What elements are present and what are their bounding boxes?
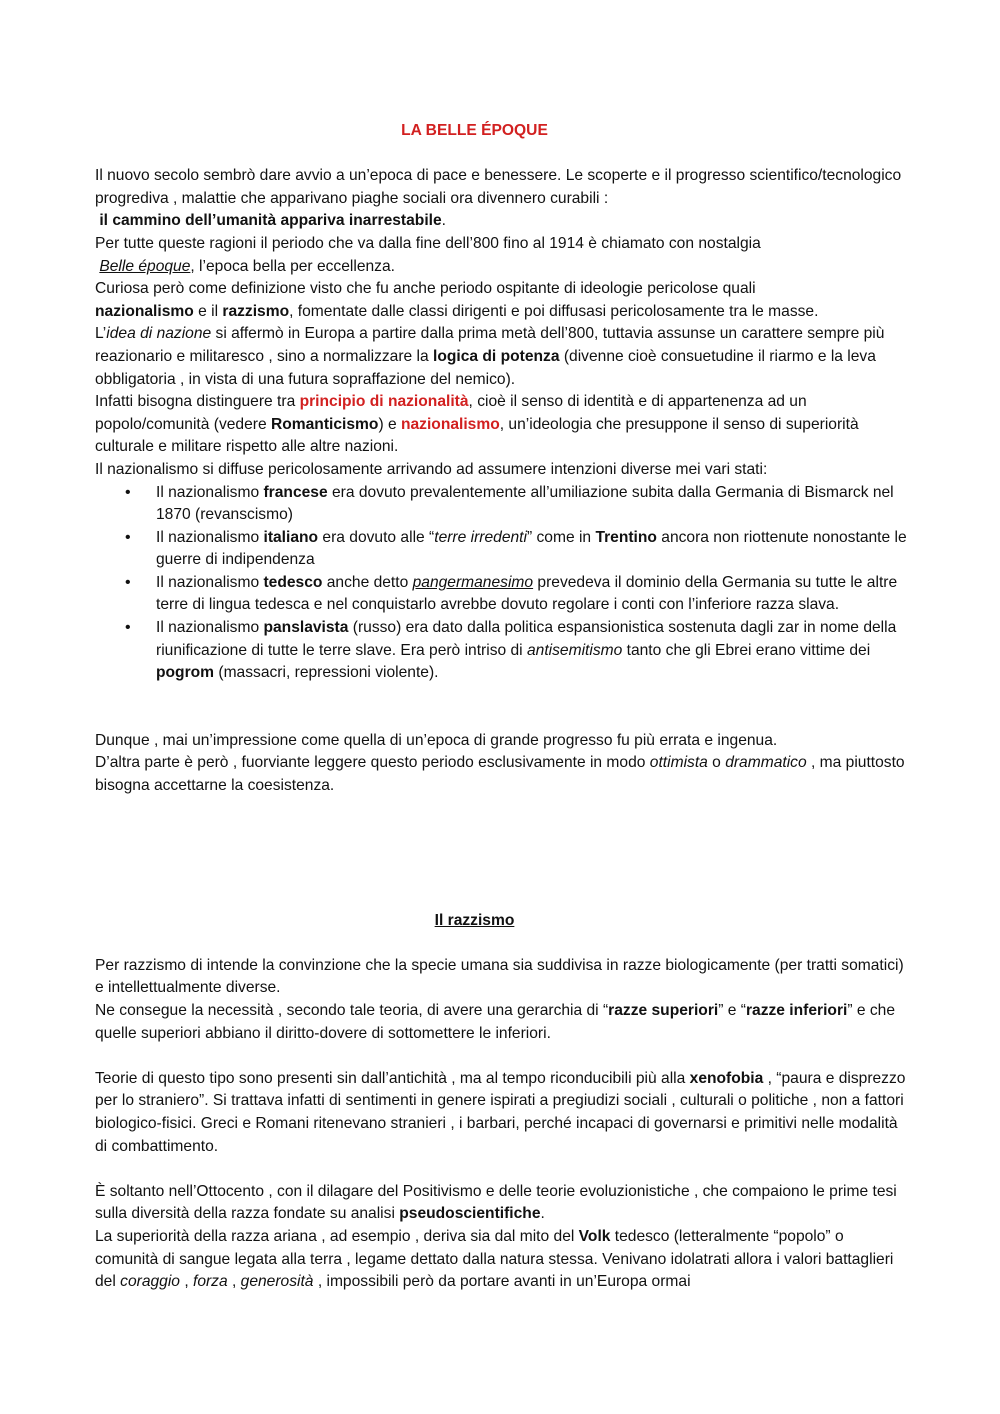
paragraph-gerarchia: Ne consegue la necessità , secondo tale teoria, di avere una gerarchia di “razze superiori” e “razze inferiori” e che quelle superiori abbiano il diritto-dovere di sottomettere le inferiori. bbox=[95, 1002, 896, 1042]
paragraph-belle-epoque-name: Per tutte queste ragioni il periodo che va dalla fine dell’800 fino al 1914 è chiamato con nostalgia Belle époque, l’epoca bella per eccellenza. bbox=[95, 234, 761, 275]
section-title-belle-epoque: LA BELLE ÉPOQUE bbox=[401, 122, 548, 139]
section-title-razzismo: Il razzismo bbox=[434, 911, 515, 929]
nationalism-list bbox=[95, 482, 910, 685]
paragraph-nazionalismo-stati: Il nazionalismo si diffuse pericolosamente arrivando ad assumere intenzioni diverse mei vari stati: bbox=[95, 460, 768, 478]
paragraph-razzismo-def: Per razzismo di intende la convinzione che la specie umana sia suddivisa in razze biologicamente (per tratti somatici) e intellettualmente diverse. bbox=[95, 956, 904, 997]
paragraph-nazionalita: Infatti bisogna distinguere tra principio di nazionalità, cioè il senso di identità e di appartenenza ad un popolo/comunità (vedere Romanticismo) e nazionalismo, un’ideologia che presuppone il senso di superiorità culturale e militare rispetto alle altre nazioni. bbox=[95, 393, 859, 456]
paragraph-idea-di-nazione: L’idea di nazione si affermò in Europa a partire dalla prima metà dell’800, tuttavia assunse un carattere sempre più reazionario e militaresco , sino a normalizzare la logica di potenza (divenne cioè consuetudine il riarmo e la leva obbligatoria , in vista di una futura sopraffazione del nemico). bbox=[95, 325, 885, 388]
list-item-panslavista: • Il nazionalismo panslavista (russo) era dato dalla politica espansionistica sostenuta dagli zar in nome della riunificazione di tutte le terre slave. Era però intriso di antisemitismo tanto che gli Ebrei erano vittime dei pogrom (massacri, repressioni violente). bbox=[156, 617, 910, 685]
paragraph-ideologies: Curiosa però come definizione visto che fu anche periodo ospitante di ideologie pericolose quali nazionalismo e il razzismo, fomentate dalle classi dirigenti e poi diffusasi pericolosamente tra le masse. bbox=[95, 280, 819, 320]
paragraph-ottocento: È soltanto nell’Ottocento , con il dilagare del Positivismo e delle teorie evoluzionistiche , che compaiono le prime tesi sulla diversità della razza fondate su analisi pseudoscientifiche. bbox=[95, 1182, 897, 1223]
list-item-italiano: • Il nazionalismo italiano era dovuto alle “terre irredenti” come in Trentino ancora non riottenute nonostante le guerre di indipendenza bbox=[156, 527, 910, 572]
paragraph-intro: Il nuovo secolo sembrò dare avvio a un’epoca di pace e benessere. Le scoperte e il progresso scientifico/tecnologico progrediva , malattie che apparivano piaghe sociali ora divennero curabili : il cammino dell’umanità appariva inarrestabile. bbox=[95, 167, 902, 230]
paragraph-razza-ariana: La superiorità della razza ariana , ad esempio , deriva sia dal mito del Volk tedesco (letteralmente “popolo” o comunità di sangue legata alla terra , legame dettato dalla natura stessa. Venivano idolatrati allora i valori battaglieri del coraggio , forza , generosità , impossibili però da portare avanti in un’Europa ormai bbox=[95, 1227, 894, 1291]
paragraph-conclusion: Dunque , mai un’impressione come quella di un’epoca di grande progresso fu più errata e ingenua. D’altra parte è però , fuorviante leggere questo periodo esclusivamente in modo ottimista o drammatico , ma piuttosto bisogna accettarne la coesistenza. bbox=[95, 731, 905, 795]
paragraph-xenofobia: Teorie di questo tipo sono presenti sin dall’antichità , ma al tempo riconducibili più alla xenofobia , “paura e disprezzo per lo straniero”. Si trattava infatti di sentimenti in genere ispirati a pregiudizi sociali , culturali o politiche , non a fattori biologico-fisici. Greci e Romani ritenevano stranieri , i barbari, perché incapaci di governarsi e primitivi nelle modalità di combattimento. bbox=[95, 1069, 906, 1155]
list-item-francese: • Il nazionalismo francese era dovuto prevalentemente all’umiliazione subita dalla Germania di Bismarck nel 1870 (revanscismo) bbox=[156, 482, 910, 527]
list-item-tedesco: • Il nazionalismo tedesco anche detto pangermanesimo prevedeva il dominio della Germania su tutte le altre terre di lingua tedesca e nel conquistarlo avrebbe dovuto regolare i conti con l’inferiore razza slava. bbox=[156, 572, 910, 617]
